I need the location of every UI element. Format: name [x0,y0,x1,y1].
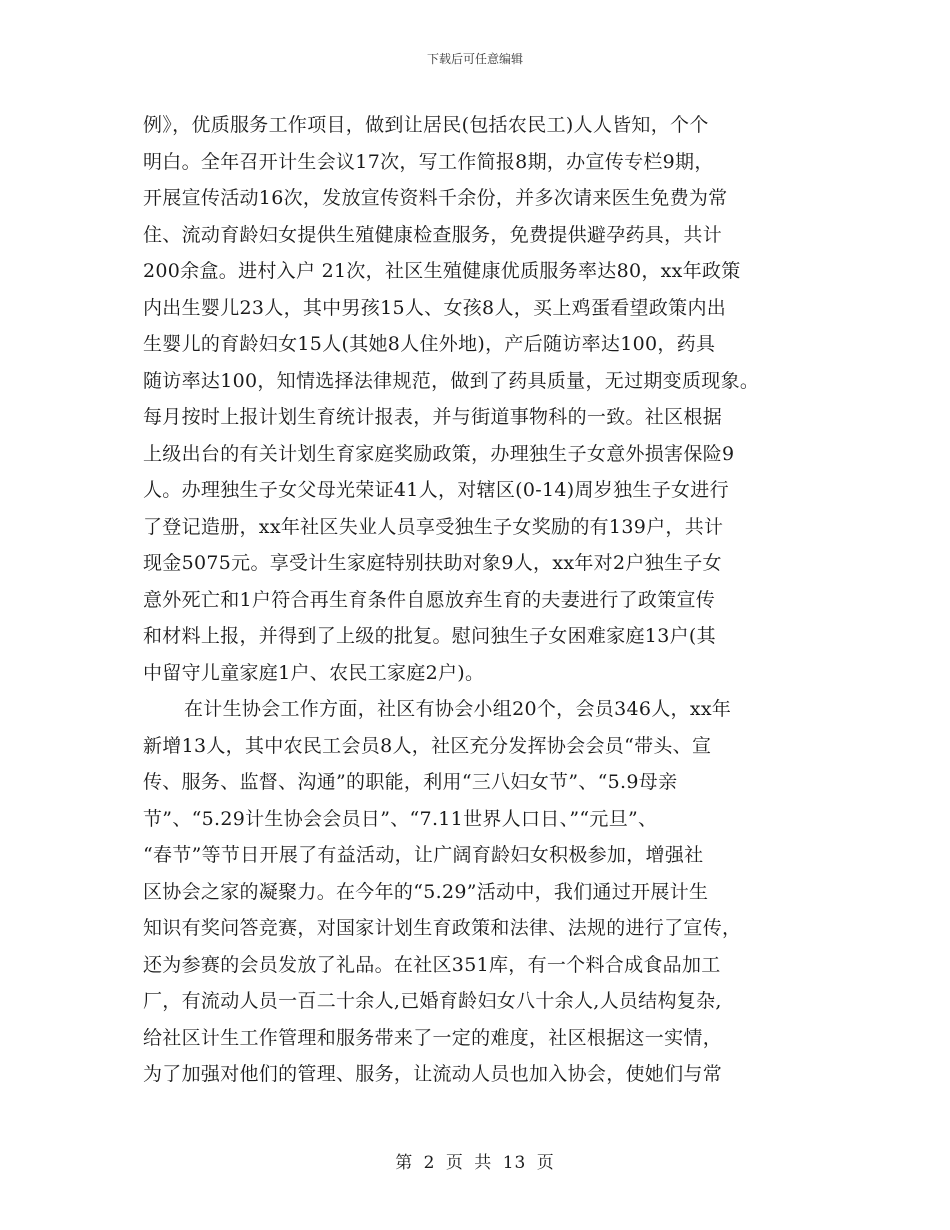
text-line: 明白。全年召开计生会议17次，写工作简报8期，办宣传专栏9期， [143,150,714,173]
text-line: 每月按时上报计划生育统计报表，并与街道事物科的一致。社区根据 [143,406,723,428]
text-line: 200余盒。进村入户 21次，社区生殖健康优质服务率达80，xx年政策 [143,260,741,282]
text-line: 例》，优质服务工作项目，做到让居民(包括农民工)人人皆知，个个 [143,114,709,136]
text-line: 中留守儿童家庭1户、农民工家庭2户)。 [143,661,485,684]
text-line: 为了加强对他们的管理、服务，让流动人员也加入协会，使她们与常 [143,1063,723,1085]
total-pages: 13 [502,1153,527,1173]
text-line: 给社区计生工作管理和服务带来了一定的难度，社区根据这一实情， [143,1026,723,1049]
total-label: 共 [474,1153,493,1173]
text-line: 住、流动育龄妇女提供生殖健康检查服务，免费提供避孕药具，共计 [143,223,723,246]
text-line: 了登记造册，xx年社区失业人员享受独生子女奖励的有139户，共计 [143,515,724,538]
text-line: 区协会之家的凝聚力。在今年的“5.29”活动中，我们通过开展计生 [143,880,709,903]
text-line: 和材料上报，并得到了上级的批复。慰问独生子女困难家庭13户(其 [143,625,716,647]
text-line: 随访率达100，知情选择法律规范，做到了药具质量，无过期变质现象。 [143,369,760,392]
paragraph-start-line: 在计生协会工作方面，社区有协会小组20个，会员346人，xx年 [184,698,732,720]
text-line: 意外死亡和1户符合再生育条件自愿放弃生育的夫妻进行了政策宣传 [143,588,716,611]
page-header-note: 下载后可任意编辑 [426,52,523,66]
text-line: 厂，有流动人员一百二十余人,已婚育龄妇女八十余人,人员结构复杂, [143,990,722,1012]
text-line: 生婴儿的育龄妇女15人(其她8人住外地)，产后随访率达100，药具 [143,333,716,355]
text-line: 知识有奖问答竞赛，对国家计划生育政策和法律、法规的进行了宣传， [143,917,742,939]
text-line: 节”、“5.29计生协会会员日”、“7.11世界人口日、”“元旦”、 [143,807,658,830]
page-unit: 页 [445,1153,464,1173]
document-body [143,107,803,1093]
page-footer [0,1148,950,1173]
text-line: 开展宣传活动16次，发放宣传资料千余份，并多次请来医生免费为常 [143,187,728,209]
page-label: 第 [395,1153,414,1173]
text-line: 内出生婴儿23人，其中男孩15人、女孩8人，买上鸡蛋看望政策内出 [143,296,727,319]
text-line: 传、服务、监督、沟通”的职能，利用“三八妇女节”、“5.9母亲 [143,771,678,793]
text-line: 还为参赛的会员发放了礼品。在社区351库，有一个料合成食品加工 [143,953,721,976]
text-line: 新增13人，其中农民工会员8人，社区充分发挥协会会员“带头、宣 [143,734,712,757]
text-line: 上级出台的有关计划生育家庭奖励政策，办理独生子女意外损害保险9 [143,442,735,465]
page-number: 2 [423,1153,436,1173]
text-line: 现金5075元。享受计生家庭特别扶助对象9人，xx年对2户独生子女 [143,552,722,574]
text-line: “春节”等节日开展了有益活动，让广阔育龄妇女积极参加，增强社 [143,844,704,866]
text-line: 人。办理独生子女父母光荣证41人，对辖区(0-14)周岁独生子女进行 [143,479,729,501]
total-unit: 页 [536,1153,555,1173]
